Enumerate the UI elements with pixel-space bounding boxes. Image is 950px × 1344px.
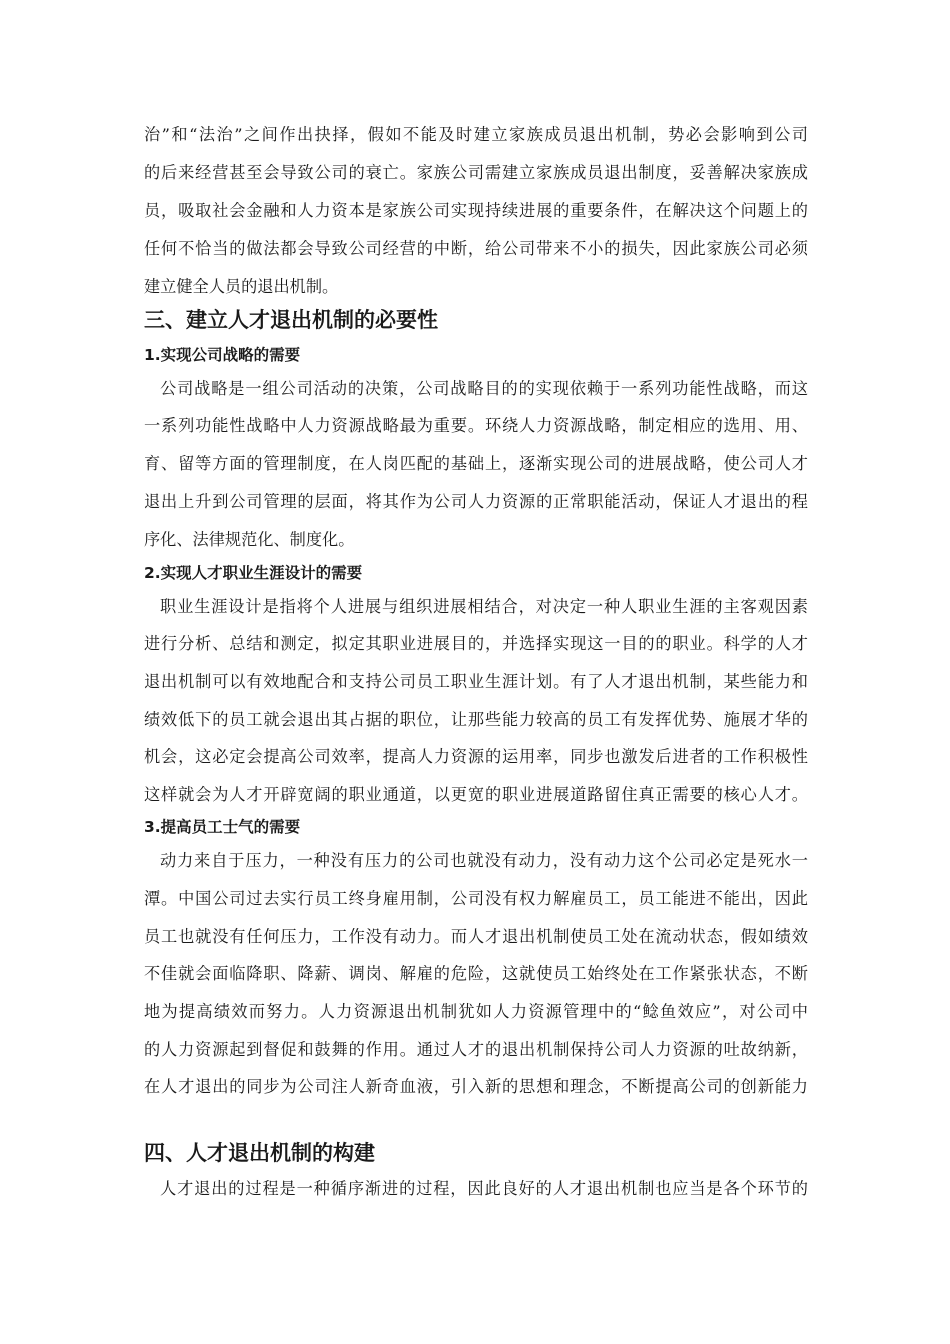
paragraph-line: 绩效低下的员工就会退出其占据的职位，让那些能力较高的员工有发挥优势、施展才华的 [144, 710, 808, 729]
section-heading: 三、建立人才退出机制的必要性 [144, 308, 438, 332]
paragraph-line: 机会，这必定会提高公司效率，提高人力资源的运用率，同步也激发后进者的工作积极性 [144, 747, 808, 766]
section-heading: 四、人才退出机制的构建 [144, 1141, 375, 1165]
paragraph-line: 的人力资源起到督促和鼓舞的作用。通过人才的退出机制保持公司人力资源的吐故纳新， [144, 1040, 808, 1059]
paragraph-line: 退出机制可以有效地配合和支持公司员工职业生涯计划。有了人才退出机制，某些能力和 [144, 672, 808, 691]
paragraph-line: 动力来自于压力，一种没有压力的公司也就没有动力，没有动力这个公司必定是死水一 [160, 851, 808, 870]
intro-line: 的后来经营甚至会导致公司的衰亡。家族公司需建立家族成员退出制度，妥善解决家族成 [144, 163, 808, 182]
paragraph-line: 员工也就没有任何压力，工作没有动力。而人才退出机制使员工处在流动状态，假如绩效 [144, 927, 808, 946]
paragraph-line: 退出上升到公司管理的层面，将其作为公司人力资源的正常职能活动，保证人才退出的程 [144, 492, 808, 511]
paragraph-line: 序化、法律规范化、制度化。 [144, 530, 355, 549]
subsection-heading: 3.提高员工士气的需要 [144, 818, 301, 836]
paragraph-line: 不佳就会面临降职、降薪、调岗、解雇的危险，这就使员工始终处在工作紧张状态，不断 [144, 964, 808, 983]
paragraph-line: 一系列功能性战略中人力资源战略最为重要。环绕人力资源战略，制定相应的选用、用、 [144, 416, 808, 435]
intro-line: 治”和“法治”之间作出抉择，假如不能及时建立家族成员退出机制，势必会影响到公司 [144, 125, 808, 144]
paragraph-line: 育、留等方面的管理制度，在人岗匹配的基础上，逐渐实现公司的进展战略，使公司人才 [144, 454, 808, 473]
subsection-heading: 1.实现公司战略的需要 [144, 346, 301, 364]
intro-line: 员，吸取社会金融和人力资本是家族公司实现持续进展的重要条件，在解决这个问题上的 [144, 201, 808, 220]
paragraph-line: 在人才退出的同步为公司注人新奇血液，引入新的思想和理念，不断提高公司的创新能力 [144, 1077, 808, 1096]
subsection-heading: 2.实现人才职业生涯设计的需要 [144, 564, 363, 582]
paragraph-line: 职业生涯设计是指将个人进展与组织进展相结合，对决定一种人职业生涯的主客观因素 [160, 597, 808, 616]
paragraph-line: 地为提高绩效而努力。人力资源退出机制犹如人力资源管理中的“鲶鱼效应”，对公司中 [144, 1002, 808, 1021]
paragraph-line: 人才退出的过程是一种循序渐进的过程，因此良好的人才退出机制也应当是各个环节的 [160, 1179, 808, 1198]
paragraph-line: 潭。中国公司过去实行员工终身雇用制，公司没有权力解雇员工，员工能进不能出，因此 [144, 889, 808, 908]
paragraph-line: 公司战略是一组公司活动的决策，公司战略目的的实现依赖于一系列功能性战略，而这 [160, 379, 808, 398]
intro-line: 建立健全人员的退出机制。 [144, 277, 339, 296]
paragraph-line: 这样就会为人才开辟宽阔的职业通道，以更宽的职业进展道路留住真正需要的核心人才。 [144, 785, 808, 804]
paragraph-line: 进行分析、总结和测定，拟定其职业进展目的，并选择实现这一目的的职业。科学的人才 [144, 634, 808, 653]
intro-line: 任何不恰当的做法都会导致公司经营的中断，给公司带来不小的损失，因此家族公司必须 [144, 239, 808, 258]
